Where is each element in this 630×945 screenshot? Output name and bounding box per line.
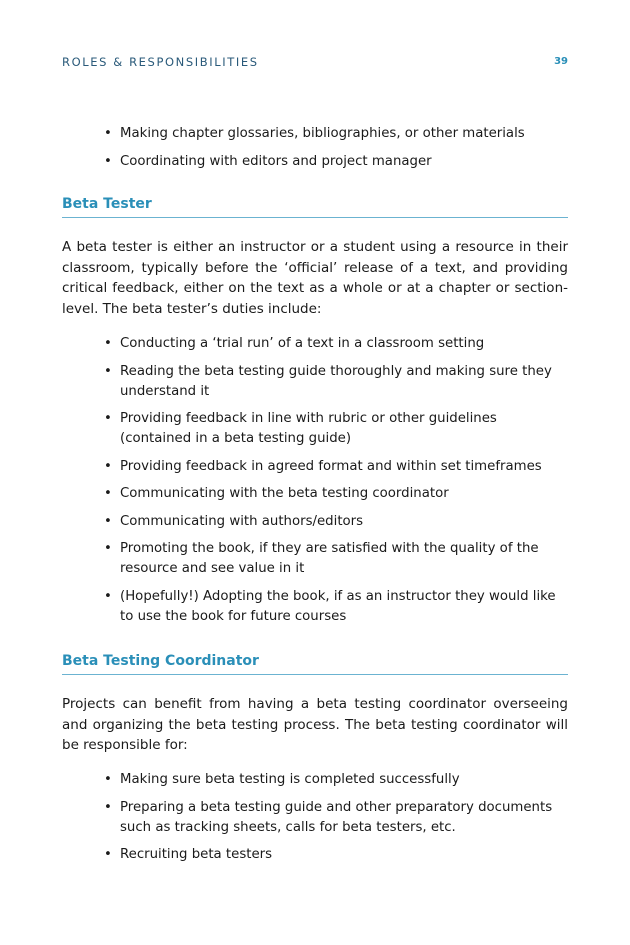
list-item: • Coordinating with editors and project manager bbox=[104, 152, 566, 172]
bullet-icon: • bbox=[104, 458, 112, 474]
bullet-icon: • bbox=[104, 336, 112, 351]
beta-tester-duties-list bbox=[104, 334, 566, 634]
page-number: 39 bbox=[554, 56, 568, 67]
bullet-icon: • bbox=[104, 153, 112, 169]
list-item: • Making chapter glossaries, bibliographies, or other materials bbox=[104, 124, 566, 144]
top-bullet-list bbox=[104, 124, 566, 179]
bullet-icon: • bbox=[104, 799, 112, 815]
list-item: • Providing feedback in agreed format and within set timeframes bbox=[104, 457, 566, 477]
bullet-icon: • bbox=[104, 772, 112, 787]
bullet-icon: • bbox=[104, 126, 112, 141]
list-item: • Communicating with the beta testing coordinator bbox=[104, 484, 566, 504]
list-item: • Making sure beta testing is completed successfully bbox=[104, 770, 566, 790]
section-heading-beta-testing-coordinator: Beta Testing Coordinator bbox=[62, 653, 568, 675]
list-item: • Promoting the book, if they are satisfied with the quality of the resource and see value in it bbox=[104, 541, 539, 576]
running-head: ROLES & RESPONSIBILITIES bbox=[62, 55, 259, 69]
beta-tester-paragraph: A beta tester is either an instructor or a student using a resource in their classroom, typically before the ‘official’ release of a text, and providing critical feedback, either on the text as a whole or at a chapter or section-level. The beta tester’s duties include: bbox=[62, 239, 568, 317]
list-item: • Conducting a ‘trial run’ of a text in a classroom setting bbox=[104, 334, 566, 354]
bullet-icon: • bbox=[104, 588, 112, 604]
bullet-icon: • bbox=[104, 411, 112, 426]
list-item: • Providing feedback in line with rubric or other guidelines (contained in a beta testing guide) bbox=[104, 411, 497, 446]
list-item: • Recruiting beta testers bbox=[104, 845, 566, 865]
coordinator-responsibilities-list bbox=[104, 770, 566, 873]
bullet-icon: • bbox=[104, 363, 112, 379]
list-item: • Communicating with authors/editors bbox=[104, 512, 566, 532]
bullet-icon: • bbox=[104, 513, 112, 529]
beta-testing-coordinator-paragraph: Projects can benefit from having a beta testing coordinator overseeing and organizing the beta testing process. The beta testing coordinator will be responsible for: bbox=[62, 696, 568, 754]
list-item: • (Hopefully!) Adopting the book, if as an instructor they would like to use the book for future courses bbox=[104, 588, 556, 624]
list-item: • Preparing a beta testing guide and other preparatory documents such as tracking sheets, calls for beta testers, etc. bbox=[104, 799, 553, 835]
bullet-icon: • bbox=[104, 486, 112, 501]
section-heading-beta-tester: Beta Tester bbox=[62, 196, 568, 218]
list-item: • Reading the beta testing guide thoroughly and making sure they understand it bbox=[104, 363, 552, 399]
bullet-icon: • bbox=[104, 541, 112, 556]
bullet-icon: • bbox=[104, 847, 112, 862]
